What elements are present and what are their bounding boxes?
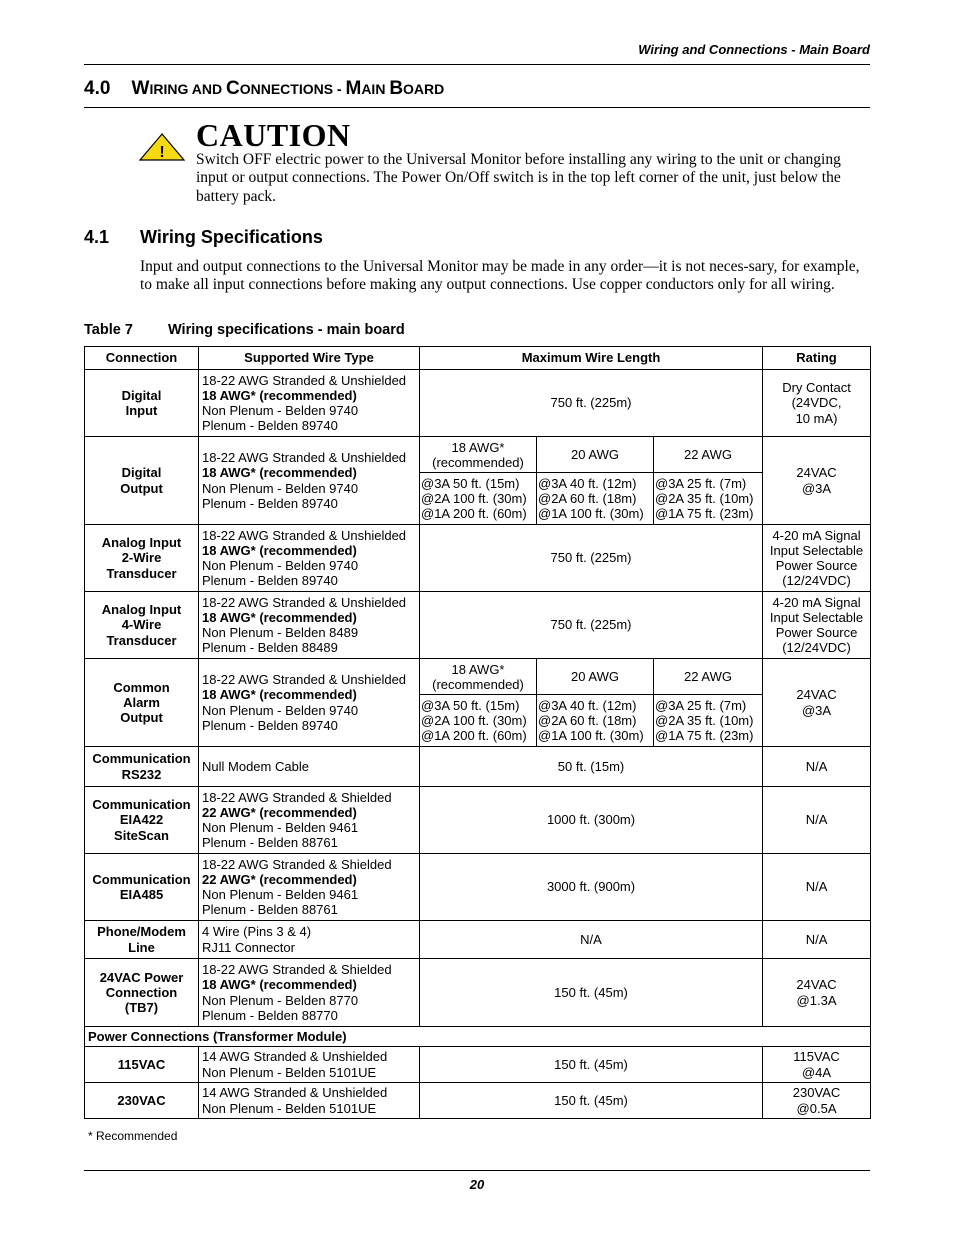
wire-type-line: Plenum - Belden 89740 xyxy=(202,573,338,589)
connection-cell xyxy=(85,854,199,921)
rating-cell xyxy=(763,787,871,854)
section-title: WIRING AND CONNECTIONS - MAIN BOARD xyxy=(131,78,445,99)
wire-type-line: 22 AWG* (recommended) xyxy=(202,804,357,820)
warning-triangle-icon xyxy=(139,133,185,161)
table-header-row xyxy=(85,347,871,370)
header-rating: Rating xyxy=(763,347,871,370)
connection-line: 24VAC Power xyxy=(99,969,184,985)
connection-line: Communication xyxy=(92,797,191,813)
gauge-header-line: 18 AWG* xyxy=(451,439,505,455)
table-row xyxy=(85,1083,871,1119)
max-length-cell: 3000 ft. (900m) xyxy=(420,854,763,921)
wire-type-cell xyxy=(199,921,420,959)
gauge-length-line: @1A 200 ft. (60m) xyxy=(421,506,527,522)
connection-cell xyxy=(85,959,199,1027)
connection-cell xyxy=(85,921,199,959)
connection-line: Transducer xyxy=(106,565,177,581)
wire-type-line: 18-22 AWG Stranded & Unshielded xyxy=(202,527,407,543)
connection-line: 115VAC xyxy=(117,1056,166,1072)
wire-type-line: Plenum - Belden 88761 xyxy=(202,835,338,851)
wire-type-line: 4 Wire (Pins 3 & 4) xyxy=(202,924,312,940)
wire-type-line: 18-22 AWG Stranded & Shielded xyxy=(202,789,392,805)
wire-type-line: 18-22 AWG Stranded & Unshielded xyxy=(202,450,407,466)
gauge-length-cell xyxy=(420,695,537,747)
table-row xyxy=(85,370,871,437)
gauge-header-line: 18 AWG* xyxy=(451,661,505,677)
wire-type-line: 18 AWG* (recommended) xyxy=(202,387,357,403)
max-length-cell: N/A xyxy=(420,921,763,959)
connection-line: Line xyxy=(128,939,155,955)
wire-type-cell xyxy=(199,437,420,525)
gauge-length-cell xyxy=(420,473,537,525)
wiring-spec-table xyxy=(84,346,871,1119)
rating-cell xyxy=(763,370,871,437)
wire-type-line: Plenum - Belden 89740 xyxy=(202,717,338,733)
gauge-length-cell xyxy=(537,473,654,525)
connection-line: Communication xyxy=(92,751,191,767)
wire-type-cell xyxy=(199,592,420,659)
rating-cell xyxy=(763,747,871,787)
gauge-header-line: 22 AWG xyxy=(684,447,732,462)
wire-type-line: 18-22 AWG Stranded & Shielded xyxy=(202,962,392,978)
wire-type-cell xyxy=(199,1083,420,1119)
table-row xyxy=(85,1047,871,1083)
wire-type-line: 18-22 AWG Stranded & Unshielded xyxy=(202,672,407,688)
rating-cell xyxy=(763,854,871,921)
header-rule xyxy=(84,64,870,65)
subsection-number: 4.1 xyxy=(84,227,110,247)
gauge-length-cell xyxy=(537,695,654,747)
connection-cell xyxy=(85,592,199,659)
gauge-length-line: @2A 35 ft. (10m) xyxy=(655,712,754,728)
wire-type-line: Plenum - Belden 89740 xyxy=(202,418,338,434)
gauge-length-line: @3A 50 ft. (15m) xyxy=(421,475,520,491)
max-length-cell: 50 ft. (15m) xyxy=(420,747,763,787)
rating-cell xyxy=(763,659,871,747)
wire-type-line: RJ11 Connector xyxy=(202,939,295,955)
rating-line: (12/24VDC) xyxy=(782,640,851,656)
gauge-header-cell xyxy=(537,659,654,695)
table-row xyxy=(85,525,871,592)
table-row xyxy=(85,854,871,921)
wire-type-cell xyxy=(199,659,420,747)
wire-type-cell xyxy=(199,525,420,592)
connection-line: Alarm xyxy=(123,694,160,710)
rating-line: @3A xyxy=(801,480,832,496)
wire-type-line: 18 AWG* (recommended) xyxy=(202,609,357,625)
gauge-length-line: @2A 60 ft. (18m) xyxy=(538,490,637,506)
table-row xyxy=(85,659,871,695)
wire-type-line: 18-22 AWG Stranded & Unshielded xyxy=(202,372,407,388)
connection-cell xyxy=(85,437,199,525)
wire-type-line: Null Modem Cable xyxy=(202,758,309,774)
wire-type-line: 18-22 AWG Stranded & Shielded xyxy=(202,856,392,872)
gauge-length-line: @3A 25 ft. (7m) xyxy=(655,697,747,713)
wire-type-line: 18 AWG* (recommended) xyxy=(202,465,357,481)
gauge-header-cell xyxy=(420,437,537,473)
rating-cell xyxy=(763,592,871,659)
gauge-header-line: 20 AWG xyxy=(571,447,619,462)
wire-type-line: Non Plenum - Belden 9461 xyxy=(202,887,359,902)
connection-line: 4-Wire xyxy=(121,617,162,633)
connection-line: SiteScan xyxy=(114,827,169,843)
connection-cell xyxy=(85,525,199,592)
rating-line: Input Selectable xyxy=(769,609,864,625)
gauge-header-line: 20 AWG xyxy=(571,669,619,684)
rating-line: 24VAC xyxy=(796,977,837,993)
wire-type-cell xyxy=(199,854,420,921)
rating-line: @3A xyxy=(801,702,832,718)
connection-line: Output xyxy=(120,710,163,726)
table-row xyxy=(85,921,871,959)
connection-line: Connection xyxy=(105,984,178,1000)
rating-line: N/A xyxy=(805,758,828,774)
max-length-cell: 750 ft. (225m) xyxy=(420,525,763,592)
wire-type-line: Non Plenum - Belden 5101UE xyxy=(202,1064,377,1080)
wire-type-line: 18 AWG* (recommended) xyxy=(202,687,357,703)
section-number: 4.0 xyxy=(84,78,111,99)
table-row xyxy=(85,437,871,473)
gauge-length-line: @1A 200 ft. (60m) xyxy=(421,728,527,744)
wire-type-line: 18 AWG* (recommended) xyxy=(202,542,357,558)
table-row xyxy=(85,959,871,1027)
rating-line: 115VAC xyxy=(793,1049,840,1065)
gauge-length-line: @2A 100 ft. (30m) xyxy=(421,712,527,728)
power-heading-row xyxy=(85,1027,871,1047)
wire-type-line: Non Plenum - Belden 9740 xyxy=(202,558,359,573)
gauge-length-line: @2A 60 ft. (18m) xyxy=(538,712,637,728)
gauge-header-line: 22 AWG xyxy=(684,669,732,684)
page-number: 20 xyxy=(469,1177,485,1192)
footer-rule xyxy=(84,1170,870,1171)
connection-line: Phone/Modem xyxy=(97,924,186,940)
rating-line: 4-20 mA Signal xyxy=(772,594,861,610)
gauge-length-line: @3A 25 ft. (7m) xyxy=(655,475,747,491)
wire-type-line: Plenum - Belden 88761 xyxy=(202,902,338,918)
gauge-header-line: (recommended) xyxy=(432,454,524,470)
rating-line: 10 mA) xyxy=(795,410,838,426)
wire-type-cell xyxy=(199,747,420,787)
subsection-title: Wiring Specifications xyxy=(140,227,323,247)
table-row xyxy=(85,787,871,854)
rating-line: Power Source xyxy=(775,558,858,573)
connection-line: Common xyxy=(113,679,170,695)
connection-line: 230VAC xyxy=(117,1092,166,1108)
gauge-length-line: @3A 40 ft. (12m) xyxy=(538,475,637,491)
wire-type-line: 22 AWG* (recommended) xyxy=(202,871,357,887)
rating-cell xyxy=(763,437,871,525)
gauge-length-line: @1A 100 ft. (30m) xyxy=(538,506,644,522)
table-row xyxy=(85,592,871,659)
rating-line: (12/24VDC) xyxy=(782,573,851,589)
rating-line: N/A xyxy=(805,879,828,895)
wire-type-line: 14 AWG Stranded & Unshielded xyxy=(202,1085,388,1101)
rating-cell xyxy=(763,1083,871,1119)
table-row xyxy=(85,747,871,787)
table-caption-label: Table 7 xyxy=(84,322,133,338)
connection-line: EIA485 xyxy=(119,887,164,902)
wire-type-cell xyxy=(199,370,420,437)
gauge-header-line: (recommended) xyxy=(432,676,524,692)
gauge-header-cell xyxy=(420,659,537,695)
max-length-cell: 150 ft. (45m) xyxy=(420,959,763,1027)
wire-type-line: Non Plenum - Belden 8770 xyxy=(202,992,359,1008)
rating-line: @1.3A xyxy=(796,992,837,1008)
wire-type-line: Plenum - Belden 88489 xyxy=(202,640,338,656)
wire-type-line: Non Plenum - Belden 9740 xyxy=(202,702,359,718)
rating-line: Input Selectable xyxy=(769,542,864,558)
rating-line: Dry Contact xyxy=(782,380,851,396)
connection-line: (TB7) xyxy=(124,1000,159,1016)
rating-line: 24VAC xyxy=(796,687,837,703)
wire-type-line: Plenum - Belden 88770 xyxy=(202,1007,338,1023)
connection-line: Input xyxy=(125,403,158,418)
max-length-cell: 150 ft. (45m) xyxy=(420,1083,763,1119)
section-rule xyxy=(84,107,870,108)
svg-text:!: ! xyxy=(159,144,165,161)
max-length-cell: 150 ft. (45m) xyxy=(420,1047,763,1083)
connection-line: 2-Wire xyxy=(121,550,162,566)
wire-type-line: Plenum - Belden 89740 xyxy=(202,495,338,511)
gauge-header-cell xyxy=(654,437,763,473)
rating-cell xyxy=(763,959,871,1027)
connection-line: Communication xyxy=(92,871,191,887)
wire-type-line: Non Plenum - Belden 8489 xyxy=(202,625,359,640)
rating-line: N/A xyxy=(805,931,828,947)
rating-line: 24VAC xyxy=(796,465,837,481)
subsection-heading xyxy=(84,227,323,248)
table-caption xyxy=(84,322,405,338)
caution-text: Switch OFF electric power to the Universal Monitor before installing any wiring to the unit or changing input or output connections. The Power On/Off switch is in the top left corner of the unit, just below the battery pack. xyxy=(196,151,841,205)
rating-line: @0.5A xyxy=(796,1100,837,1116)
caution-title: CAUTION xyxy=(196,117,351,153)
rating-line: @4A xyxy=(801,1064,832,1080)
gauge-length-line: @1A 75 ft. (23m) xyxy=(655,506,754,522)
table-caption-title: Wiring specifications - main board xyxy=(168,322,405,338)
rating-cell xyxy=(763,1047,871,1083)
running-header: Wiring and Connections - Main Board xyxy=(638,42,870,57)
rating-line: Power Source xyxy=(775,625,858,640)
wire-type-line: Non Plenum - Belden 5101UE xyxy=(202,1100,377,1116)
rating-line: 4-20 mA Signal xyxy=(772,527,861,543)
wire-type-line: 18-22 AWG Stranded & Unshielded xyxy=(202,594,407,610)
wire-type-cell xyxy=(199,959,420,1027)
rating-cell xyxy=(763,525,871,592)
wire-type-line: Non Plenum - Belden 9740 xyxy=(202,403,359,418)
gauge-length-line: @2A 100 ft. (30m) xyxy=(421,490,527,506)
wire-type-line: 14 AWG Stranded & Unshielded xyxy=(202,1049,388,1065)
gauge-length-cell xyxy=(654,695,763,747)
max-length-cell: 750 ft. (225m) xyxy=(420,370,763,437)
connection-line: Output xyxy=(120,480,163,496)
max-length-cell: 1000 ft. (300m) xyxy=(420,787,763,854)
rating-cell xyxy=(763,921,871,959)
table-footnote: * Recommended xyxy=(88,1129,178,1143)
rating-line: (24VDC, xyxy=(791,395,842,411)
gauge-header-cell xyxy=(654,659,763,695)
connection-line: Digital xyxy=(121,465,162,481)
wire-type-cell xyxy=(199,1047,420,1083)
connection-line: Analog Input xyxy=(101,602,182,618)
rating-line: N/A xyxy=(805,812,828,828)
connection-cell xyxy=(85,659,199,747)
header-wire-type: Supported Wire Type xyxy=(199,347,420,370)
header-connection: Connection xyxy=(85,347,199,370)
wire-type-line: 18 AWG* (recommended) xyxy=(202,977,357,993)
connection-cell xyxy=(85,787,199,854)
gauge-length-cell xyxy=(654,473,763,525)
wire-type-cell xyxy=(199,787,420,854)
connection-line: Transducer xyxy=(106,632,177,648)
gauge-length-line: @3A 50 ft. (15m) xyxy=(421,697,520,713)
section-heading xyxy=(84,78,444,100)
gauge-header-cell xyxy=(537,437,654,473)
header-max-length: Maximum Wire Length xyxy=(420,347,763,370)
max-length-cell: 750 ft. (225m) xyxy=(420,592,763,659)
connection-cell xyxy=(85,1083,199,1119)
gauge-length-line: @1A 100 ft. (30m) xyxy=(538,728,644,744)
rating-line: 230VAC xyxy=(792,1085,841,1101)
wire-type-line: Non Plenum - Belden 9461 xyxy=(202,820,359,835)
connection-line: Analog Input xyxy=(101,535,182,551)
gauge-length-line: @2A 35 ft. (10m) xyxy=(655,490,754,506)
connection-cell xyxy=(85,370,199,437)
connection-line: Digital xyxy=(121,387,162,403)
power-heading-cell: Power Connections (Transformer Module) xyxy=(85,1027,871,1047)
wire-type-line: Non Plenum - Belden 9740 xyxy=(202,480,359,496)
connection-cell xyxy=(85,1047,199,1083)
gauge-length-line: @1A 75 ft. (23m) xyxy=(655,728,754,744)
connection-line: RS232 xyxy=(121,766,162,782)
connection-cell xyxy=(85,747,199,787)
gauge-length-line: @3A 40 ft. (12m) xyxy=(538,697,637,713)
intro-paragraph: Input and output connections to the Universal Monitor may be made in any order—it is not neces-sary, for example, to make all input connections before making any output connections. Use copper conductors only for all wiring. xyxy=(140,258,860,294)
connection-line: EIA422 xyxy=(119,812,164,828)
